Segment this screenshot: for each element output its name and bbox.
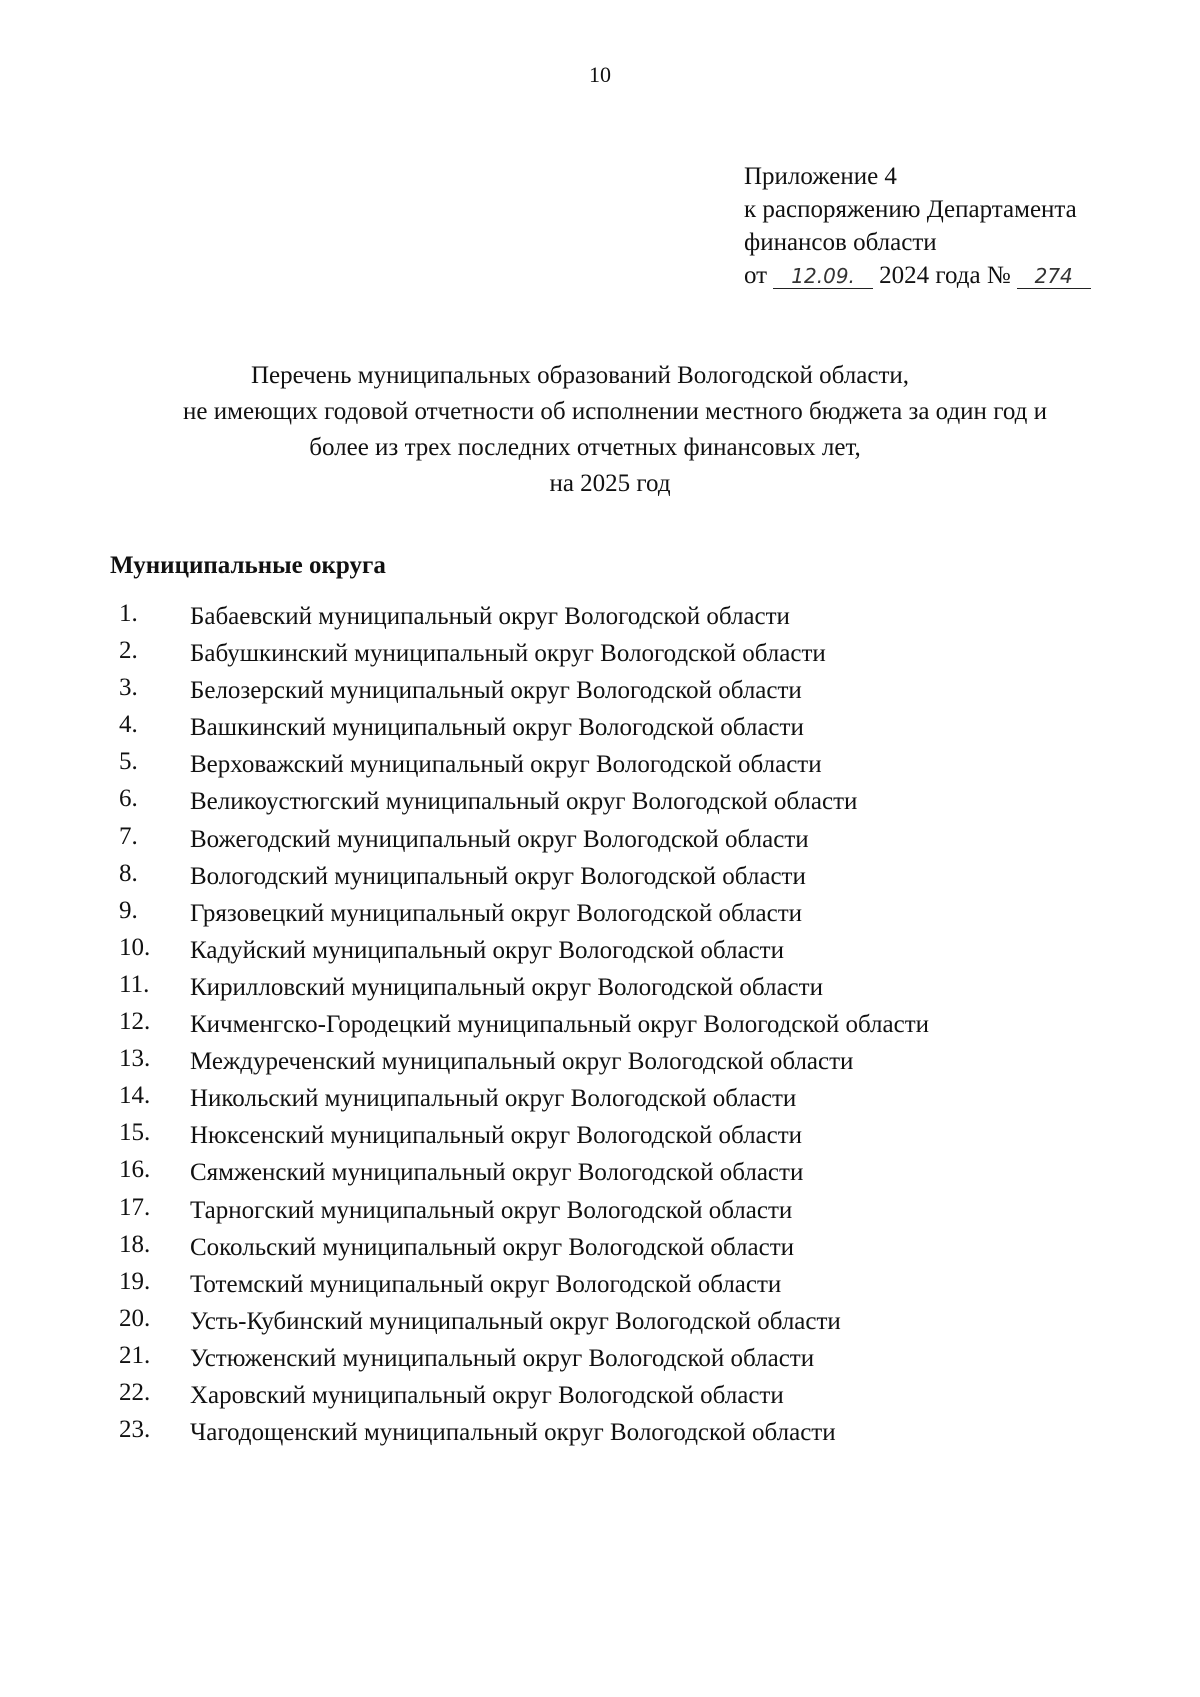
list-item — [0, 895, 1200, 932]
list-item — [0, 1229, 1200, 1266]
list-item-number: 10. — [119, 933, 151, 961]
list-item-number: 21. — [119, 1341, 151, 1369]
list-item-number: 1. — [119, 600, 138, 627]
title-line-1: Перечень муниципальных образований Вологодской области, — [250, 362, 910, 389]
list-item-number: 22. — [119, 1378, 151, 1406]
list-item — [0, 1192, 1200, 1229]
list-item-number: 4. — [119, 711, 138, 739]
list-item-text: Сямженский муниципальный округ Вологодской области — [190, 1159, 804, 1187]
list-item-text: Вашкинский муниципальный округ Вологодской области — [190, 714, 804, 742]
list-item — [0, 821, 1200, 858]
appendix-department-line: финансов области — [744, 229, 937, 256]
list-item-number: 13. — [119, 1045, 151, 1073]
list-item — [0, 1154, 1200, 1191]
list-item-text: Великоустюгский муниципальный округ Вологодской области — [190, 788, 858, 816]
list-item-text: Бабаевский муниципальный округ Вологодской области — [190, 603, 790, 630]
year-text: 2024 года № — [879, 262, 1011, 289]
list-item-number: 11. — [119, 970, 150, 998]
list-item-text: Междуреченский муниципальный округ Вологодской области — [190, 1048, 854, 1076]
list-item-text: Никольский муниципальный округ Вологодской области — [190, 1085, 797, 1113]
list-item-number: 15. — [119, 1119, 151, 1147]
document-title — [0, 358, 1200, 502]
list-item-text: Сокольский муниципальный округ Вологодской области — [190, 1233, 795, 1261]
list-item-text: Кирилловский муниципальный округ Вологодской области — [190, 973, 823, 1001]
list-item-text: Бабушкинский муниципальный округ Вологодской области — [190, 640, 826, 668]
list-item — [0, 746, 1200, 783]
list-item — [0, 1266, 1200, 1303]
list-item — [0, 1340, 1200, 1377]
list-item-number: 18. — [119, 1230, 151, 1258]
list-item — [0, 598, 1200, 635]
section-heading: Муниципальные округа — [110, 552, 386, 579]
list-item-number: 12. — [119, 1008, 151, 1036]
page-number: 10 — [589, 62, 611, 87]
appendix-title: Приложение 4 — [744, 163, 897, 190]
list-item — [0, 635, 1200, 672]
appendix-order-line: к распоряжению Департамента — [744, 196, 1077, 223]
list-item-number: 8. — [119, 859, 138, 887]
list-item-text: Устюженский муниципальный округ Вологодской области — [190, 1344, 815, 1372]
list-item-text: Кадуйский муниципальный округ Вологодской области — [190, 936, 784, 964]
list-item — [0, 672, 1200, 709]
list-item-text: Чагодощенский муниципальный округ Вологодской области — [190, 1419, 836, 1447]
list-item — [0, 1117, 1200, 1154]
list-item-number: 20. — [119, 1304, 151, 1332]
list-item — [0, 1303, 1200, 1340]
list-item-number: 2. — [119, 637, 138, 665]
from-label: от — [744, 262, 768, 289]
list-item-number: 3. — [119, 674, 138, 702]
list-item-number: 17. — [119, 1193, 151, 1221]
district-list — [0, 598, 1200, 1451]
list-item — [0, 858, 1200, 895]
list-item — [0, 1006, 1200, 1043]
list-item-text: Вологодский муниципальный округ Вологодской области — [190, 862, 806, 890]
list-item-text: Харовский муниципальный округ Вологодской области — [190, 1381, 784, 1409]
handwritten-date: 12.09. — [773, 264, 873, 289]
title-line-3: более из трех последних отчетных финансовых лет, — [309, 434, 861, 461]
handwritten-number: 274 — [1017, 264, 1091, 289]
list-item — [0, 932, 1200, 969]
list-item-number: 19. — [119, 1267, 151, 1295]
list-item-text: Кичменгско-Городецкий муниципальный округ Вологодской области — [190, 1011, 930, 1039]
title-line-2: не имеющих годовой отчетности об исполнении местного бюджета за один год и — [183, 398, 1047, 425]
list-item — [0, 1414, 1200, 1451]
list-item-number: 23. — [119, 1416, 151, 1444]
list-item-text: Грязовецкий муниципальный округ Вологодской области — [190, 899, 803, 927]
list-item — [0, 1377, 1200, 1414]
title-line-4: на 2025 год — [549, 470, 671, 497]
list-item-number: 9. — [119, 896, 138, 924]
list-item-text: Вожегодский муниципальный округ Вологодской области — [190, 825, 809, 853]
list-item-text: Тарногский муниципальный округ Вологодской области — [190, 1196, 793, 1224]
list-item — [0, 1080, 1200, 1117]
appendix-date-line — [744, 259, 1091, 292]
appendix-block — [744, 160, 1091, 292]
list-item-number: 6. — [119, 785, 138, 813]
list-item-text: Тотемский муниципальный округ Вологодской области — [190, 1270, 782, 1298]
list-item-number: 5. — [119, 748, 138, 776]
list-item-text: Белозерский муниципальный округ Вологодской области — [190, 677, 802, 705]
list-item — [0, 1043, 1200, 1080]
list-item-number: 7. — [119, 822, 138, 850]
list-item — [0, 783, 1200, 820]
list-item — [0, 709, 1200, 746]
list-item-text: Усть-Кубинский муниципальный округ Вологодской области — [190, 1307, 841, 1335]
list-item-text: Верховажский муниципальный округ Вологодской области — [190, 751, 822, 779]
list-item-number: 14. — [119, 1082, 151, 1110]
list-item-number: 16. — [119, 1156, 151, 1184]
list-item — [0, 969, 1200, 1006]
list-item-text: Нюксенский муниципальный округ Вологодской области — [190, 1122, 803, 1150]
